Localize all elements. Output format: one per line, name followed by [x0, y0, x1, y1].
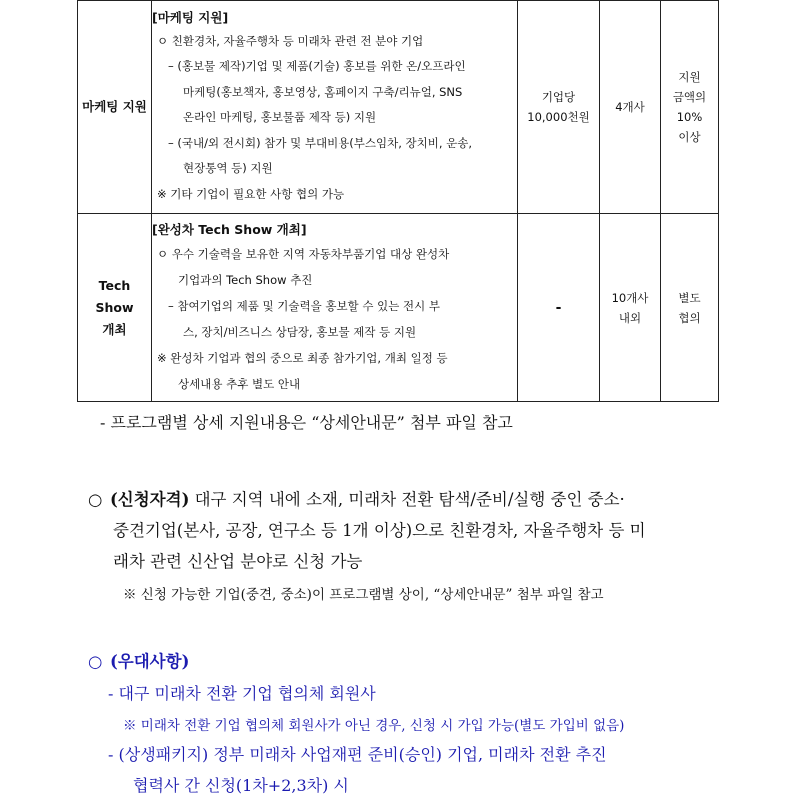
content-line: – (국내/외 전시회) 참가 및 부대비용(부스임차, 장치비, 운송, [168, 135, 473, 150]
qualifications-line-2: 중견기업(본사, 공장, 연구소 등 1개 이상)으로 친환경차, 자율주행차 등 미 [113, 521, 646, 540]
table-row-marketing [78, 1, 719, 214]
category-label: Tech Show [95, 277, 134, 315]
ratio-line: 금액의 [672, 90, 707, 104]
count-line: 내외 [618, 310, 642, 325]
content-cell [152, 214, 518, 402]
amount-value: - [555, 299, 562, 316]
preference-item: - 대구 미래차 전환 기업 협의체 회원사 [108, 684, 376, 703]
count-cell [600, 214, 661, 402]
bullet-icon: ○ [88, 652, 103, 671]
reference-note: - 프로그램별 상세 지원내용은 “상세안내문” 첨부 파일 참고 [100, 413, 513, 432]
amount-cell [518, 214, 600, 402]
category-cell [78, 214, 152, 402]
ratio-line: 별도 [678, 290, 701, 305]
qualifications-text: 대구 지역 내에 소재, 미래차 전환 탐색/준비/실행 중인 중소· [189, 490, 625, 509]
content-note: ※ 기타 기업이 필요한 사항 협의 가능 [157, 186, 345, 201]
ratio-cell [661, 214, 719, 402]
qualifications-label: (신청자격) [110, 490, 190, 509]
count-line: 10개사 [611, 290, 649, 305]
content-line: ㅇ 우수 기술력을 보유한 지역 자동차부품기업 대상 완성차 [157, 246, 450, 261]
preference-note: ※ 미래차 전환 기업 협의체 회원사가 아닌 경우, 신청 시 가입 가능(별도 가입비 없음) [123, 718, 625, 734]
content-cell [152, 1, 518, 214]
ratio-line: 이상 [678, 130, 701, 144]
amount-line: 10,000천원 [527, 110, 590, 124]
preferences-label: (우대사항) [110, 652, 190, 671]
content-line: – (홍보물 제작)기업 및 제품(기술) 홍보를 위한 온/오프라인 [168, 59, 466, 74]
count-line: 4개사 [615, 100, 645, 114]
support-program-table [77, 0, 719, 402]
amount-cell [518, 1, 600, 214]
qualifications-note: ※ 신청 가능한 기업(중견, 중소)이 프로그램별 상이, “상세안내문” 첨부 파일 참고 [123, 587, 604, 603]
bullet-icon: ○ [88, 490, 103, 509]
qualifications-line-1 [88, 486, 625, 510]
preferences-heading [88, 648, 189, 672]
content-line: 마케팅(홍보책자, 홍보영상, 홈페이지 구축/리뉴얼, SNS [183, 84, 463, 99]
ratio-cell [661, 1, 719, 214]
section-title: [마케팅 지원] [152, 9, 229, 25]
table-row-tech-show [78, 214, 719, 402]
content-note: ※ 완성차 기업과 협의 중으로 최종 참가기업, 개최 일정 등 [157, 350, 448, 365]
count-cell [600, 1, 661, 214]
category-label: 마케팅 지원 [82, 99, 147, 114]
content-line: – 참여기업의 제품 및 기술력을 홍보할 수 있는 전시 부 [168, 298, 440, 313]
preference-item-continued: 협력사 간 신청(1차+2,3차) 시 [133, 776, 349, 795]
content-line: ㅇ 친환경차, 자율주행차 등 미래차 관련 전 분야 기업 [157, 33, 424, 48]
ratio-line: 협의 [678, 310, 701, 325]
content-line: 기업과의 Tech Show 추진 [178, 272, 313, 287]
content-note: 상세내용 추후 별도 안내 [178, 376, 301, 391]
category-cell [78, 1, 152, 214]
ratio-line: 10% [676, 110, 703, 124]
content-line: 스, 장치/비즈니스 상담장, 홍보물 제작 등 지원 [183, 324, 417, 339]
qualifications-line-3: 래차 관련 신산업 분야로 신청 가능 [113, 552, 363, 571]
ratio-line: 지원 [678, 70, 701, 84]
section-title: [완성차 Tech Show 개최] [152, 221, 307, 237]
amount-line: 기업당 [541, 90, 576, 104]
preference-item: - (상생패키지) 정부 미래차 사업재편 준비(승인) 기업, 미래차 전환 추진 [108, 745, 607, 764]
content-line: 현장통역 등) 지원 [183, 161, 273, 176]
category-label: 개최 [102, 321, 127, 337]
content-line: 온라인 마케팅, 홍보물품 제작 등) 지원 [183, 110, 377, 125]
